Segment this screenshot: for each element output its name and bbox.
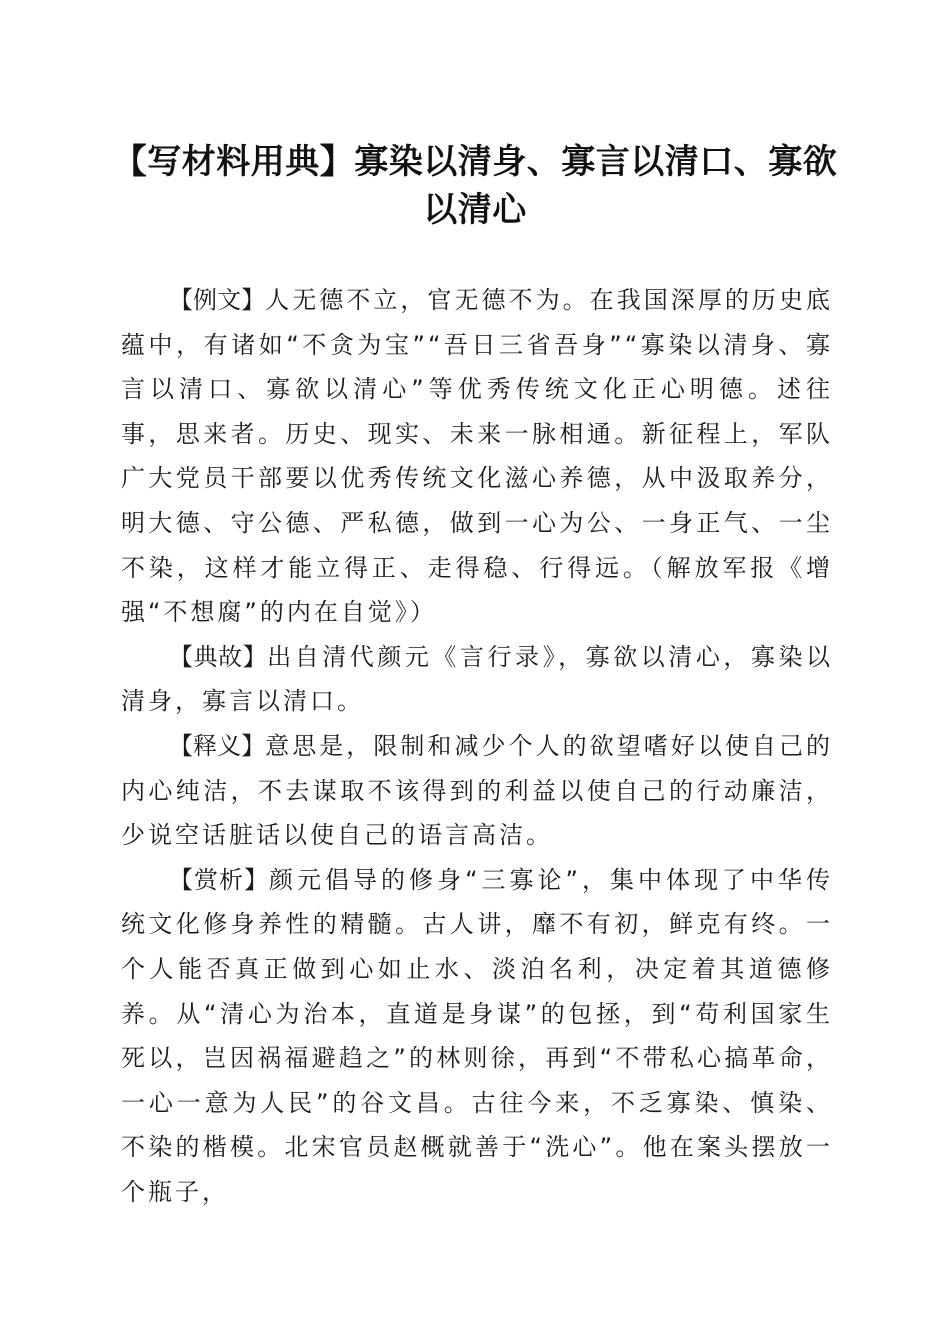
document-body [121,278,833,1214]
document-title: 【写材料用典】寡染以清身、寡言以清口、寡欲以清心 [112,142,838,230]
paragraph-tag: 【典故】 [169,642,268,671]
paragraph-explanation [121,724,833,858]
paragraph-appreciation [121,858,833,1215]
paragraph-text: 意思是，限制和减少个人的欲望嗜好以使自己的内心纯洁，不去谋取不该得到的利益以使自己的行动廉洁，少说空话脏话以使自己的语言高洁。 [121,731,834,850]
paragraph-tag: 【例文】 [169,286,266,314]
paragraph-text: 颜元倡导的修身“三寡论”，集中体现了中华传统文化修身养性的精髓。古人讲，靡不有初，鲜克有终。一个人能否真正做到心如止水、淡泊名利，决定着其道德修养。从“清心为治本，直道是身谋”的包拯，到“苟利国家生死以，岂因祸福避趋之”的林则徐，再到“不带私心搞革命，一心一意为人民”的谷文昌。古往今来，不乏寡染、慎染、不染的楷模。北宋官员赵概就善于“洗心”。他在案头摆放一个瓶子， [121,865,834,1206]
paragraph-example [121,278,833,635]
paragraph-text: 人无德不立，官无德不为。在我国深厚的历史底蕴中，有诸如“不贪为宝”“吾日三省吾身”“寡染以清身、寡言以清口、寡欲以清心”等优秀传统文化正心明德。述往事，思来者。历史、现实、未来一脉相通。新征程上，军队广大党员干部要以优秀传统文化滋心养德，从中汲取养分，明大德、守公德、严私德，做到一心为公、一身正气、一尘不染，这样才能立得正、走得稳、行得远。（解放军报《增强“不想腐”的内在自觉》） [121,286,834,627]
paragraph-allusion [121,635,833,724]
paragraph-text: 出自清代颜元《言行录》，寡欲以清心，寡染以清身，寡言以清口。 [121,642,834,716]
paragraph-tag: 【释义】 [169,731,266,760]
paragraph-tag: 【赏析】 [169,865,270,894]
